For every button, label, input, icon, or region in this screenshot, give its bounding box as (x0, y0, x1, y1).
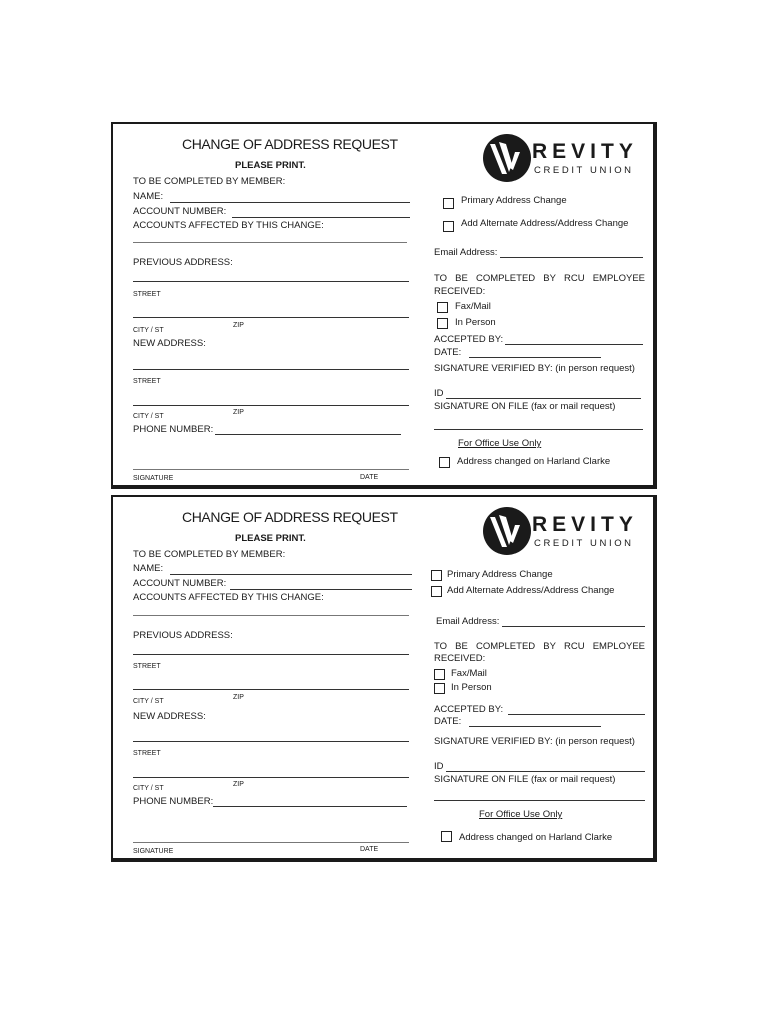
alternate-address-label: Add Alternate Address/Address Change (447, 585, 615, 596)
signature-on-file-field[interactable] (434, 800, 645, 801)
accepted-by-label: ACCEPTED BY: (434, 334, 504, 345)
change-of-address-form-top (111, 122, 657, 489)
office-use-only: For Office Use Only (458, 438, 542, 449)
signature-field[interactable] (133, 469, 409, 470)
harland-label: Address changed on Harland Clarke (457, 456, 611, 467)
email-address-label: Email Address: (436, 616, 500, 627)
email-address-field[interactable] (502, 626, 645, 627)
form-title: CHANGE OF ADDRESS REQUEST (182, 136, 398, 152)
signature-field[interactable] (133, 842, 409, 843)
signature-verified-label: SIGNATURE VERIFIED BY: (in person request) (434, 736, 635, 747)
zip-caption: ZIP (233, 409, 244, 416)
accounts-affected-field[interactable] (133, 242, 407, 243)
account-number-label: ACCOUNT NUMBER: (133, 206, 227, 217)
new-address-label: NEW ADDRESS: (133, 711, 206, 722)
accepted-by-field[interactable] (505, 344, 643, 345)
please-print: PLEASE PRINT. (235, 533, 306, 544)
member-heading: TO BE COMPLETED BY MEMBER: (133, 549, 286, 560)
id-field[interactable] (446, 771, 645, 772)
received-label: RECEIVED: (434, 653, 486, 664)
accounts-affected-field[interactable] (133, 615, 409, 616)
email-address-label: Email Address: (434, 247, 498, 258)
fax-mail-checkbox[interactable] (437, 302, 448, 313)
zip-caption: ZIP (233, 781, 244, 788)
fax-mail-checkbox[interactable] (434, 669, 445, 680)
zip-caption: ZIP (233, 322, 244, 329)
city-st-caption: CITY / ST (133, 413, 164, 420)
please-print: PLEASE PRINT. (235, 160, 306, 171)
id-label: ID (434, 761, 444, 772)
account-number-field[interactable] (232, 217, 410, 218)
street-caption: STREET (133, 663, 161, 670)
previous-address-label: PREVIOUS ADDRESS: (133, 630, 233, 641)
previous-city-field[interactable] (133, 317, 409, 318)
street-caption: STREET (133, 378, 161, 385)
name-label: NAME: (133, 191, 164, 202)
name-field[interactable] (170, 202, 410, 203)
alternate-address-label: Add Alternate Address/Address Change (461, 218, 629, 229)
accepted-by-label: ACCEPTED BY: (434, 704, 504, 715)
street-caption: STREET (133, 291, 161, 298)
street-caption: STREET (133, 750, 161, 757)
signature-on-file-field[interactable] (434, 429, 643, 430)
new-street-field[interactable] (133, 369, 409, 370)
revity-logo (482, 132, 652, 184)
in-person-checkbox[interactable] (437, 318, 448, 329)
new-street-field[interactable] (133, 741, 409, 742)
city-st-caption: CITY / ST (133, 785, 164, 792)
in-person-label: In Person (455, 317, 496, 328)
city-st-caption: CITY / ST (133, 327, 164, 334)
signature-on-file-label: SIGNATURE ON FILE (fax or mail request) (434, 774, 616, 785)
name-label: NAME: (133, 563, 164, 574)
harland-checkbox[interactable] (441, 831, 452, 842)
form-title: CHANGE OF ADDRESS REQUEST (182, 509, 398, 525)
accepted-by-field[interactable] (508, 714, 645, 715)
employee-heading: TO BE COMPLETED BY RCU EMPLOYEE (434, 273, 645, 284)
new-city-field[interactable] (133, 405, 409, 406)
name-field[interactable] (170, 574, 412, 575)
brand-sub: CREDIT UNION (534, 538, 634, 549)
primary-address-checkbox[interactable] (443, 198, 454, 209)
received-label: RECEIVED: (434, 286, 486, 297)
email-address-field[interactable] (500, 257, 643, 258)
city-st-caption: CITY / ST (133, 698, 164, 705)
brand-name: REVITY (532, 140, 638, 163)
phone-number-label: PHONE NUMBER: (133, 424, 214, 435)
previous-street-field[interactable] (133, 654, 409, 655)
signature-caption: SIGNATURE (133, 475, 174, 482)
employee-date-label: DATE: (434, 347, 462, 358)
brand-name: REVITY (532, 513, 638, 536)
zip-caption: ZIP (233, 694, 244, 701)
new-address-label: NEW ADDRESS: (133, 338, 206, 349)
id-label: ID (434, 388, 444, 399)
primary-address-checkbox[interactable] (431, 570, 442, 581)
id-field[interactable] (446, 398, 641, 399)
primary-address-label: Primary Address Change (447, 569, 553, 580)
accounts-affected-label: ACCOUNTS AFFECTED BY THIS CHANGE: (133, 592, 324, 603)
new-city-field[interactable] (133, 777, 409, 778)
employee-date-field[interactable] (469, 726, 601, 727)
brand-sub: CREDIT UNION (534, 165, 634, 176)
phone-number-field[interactable] (213, 806, 407, 807)
in-person-label: In Person (451, 682, 492, 693)
harland-label: Address changed on Harland Clarke (459, 832, 613, 843)
employee-heading: TO BE COMPLETED BY RCU EMPLOYEE (434, 641, 645, 652)
previous-street-field[interactable] (133, 281, 409, 282)
alternate-address-checkbox[interactable] (443, 221, 454, 232)
signature-verified-label: SIGNATURE VERIFIED BY: (in person request) (434, 363, 635, 374)
account-number-label: ACCOUNT NUMBER: (133, 578, 227, 589)
fax-mail-label: Fax/Mail (455, 301, 491, 312)
signature-caption: SIGNATURE (133, 848, 174, 855)
account-number-field[interactable] (230, 589, 412, 590)
previous-city-field[interactable] (133, 689, 409, 690)
harland-checkbox[interactable] (439, 457, 450, 468)
office-use-only: For Office Use Only (479, 809, 563, 820)
accounts-affected-label: ACCOUNTS AFFECTED BY THIS CHANGE: (133, 220, 324, 231)
alternate-address-checkbox[interactable] (431, 586, 442, 597)
signature-on-file-label: SIGNATURE ON FILE (fax or mail request) (434, 401, 616, 412)
employee-date-field[interactable] (469, 357, 601, 358)
phone-number-label: PHONE NUMBER: (133, 796, 214, 807)
in-person-checkbox[interactable] (434, 683, 445, 694)
date-caption: DATE (360, 474, 379, 481)
phone-number-field[interactable] (215, 434, 401, 435)
member-heading: TO BE COMPLETED BY MEMBER: (133, 176, 286, 187)
change-of-address-form-bottom (111, 495, 657, 862)
fax-mail-label: Fax/Mail (451, 668, 487, 679)
employee-date-label: DATE: (434, 716, 462, 727)
previous-address-label: PREVIOUS ADDRESS: (133, 257, 233, 268)
revity-logo (482, 505, 652, 557)
date-caption: DATE (360, 846, 379, 853)
primary-address-label: Primary Address Change (461, 195, 567, 206)
